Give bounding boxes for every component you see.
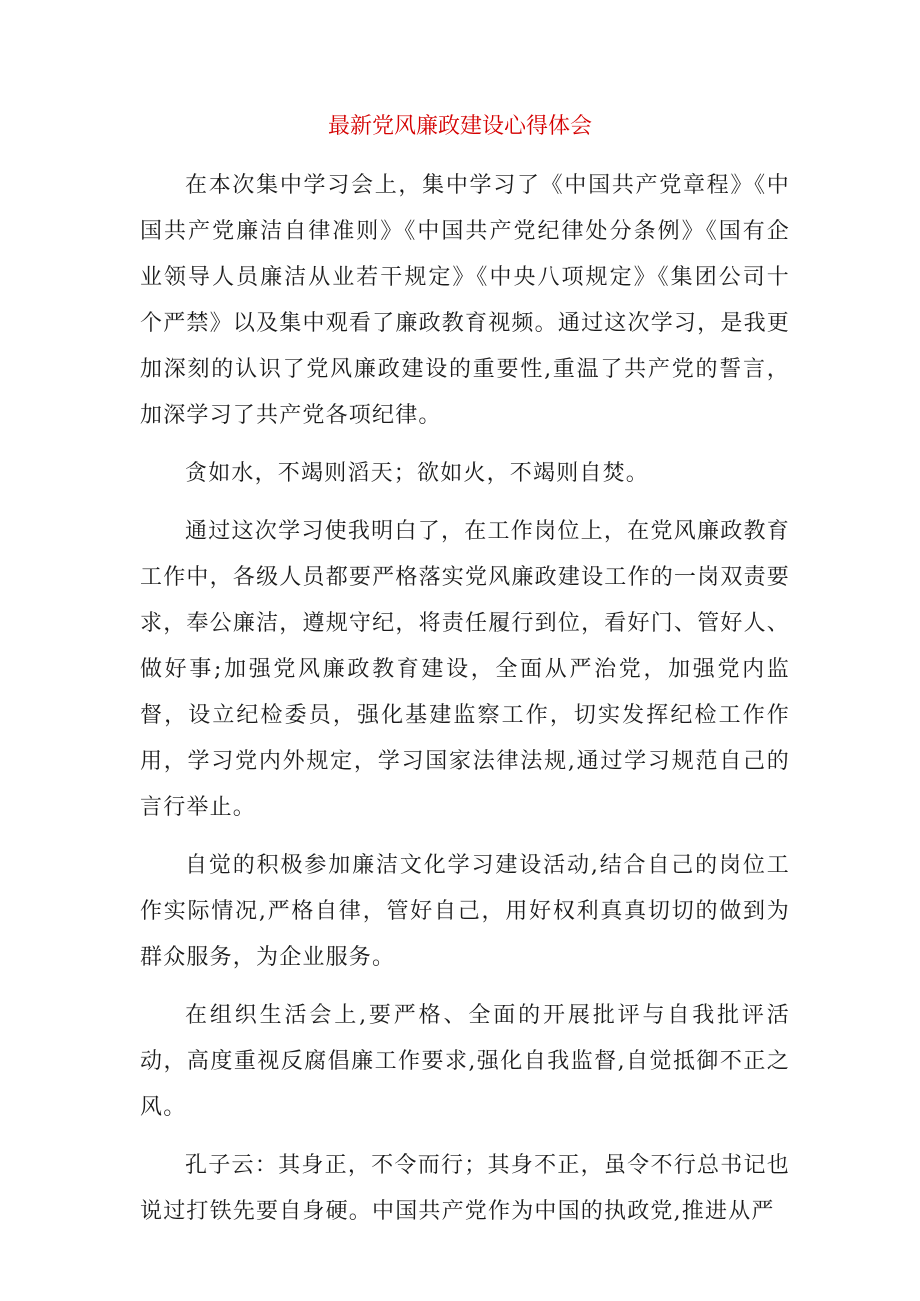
document-title: 最新党风廉政建设心得体会 bbox=[327, 114, 592, 139]
paragraph-6: 孔子云：其身正，不令而行；其身不正，虽令不行总书记也说过打铁先要自身硬。中国共产党作为中国的执政党,推进从严 bbox=[140, 1153, 790, 1224]
paragraph-5: 在组织生活会上,要严格、全面的开展批评与自我批评活动，高度重视反腐倡廉工作要求,强化自我监督,自觉抵御不正之风。 bbox=[140, 1003, 790, 1120]
paragraph-1: 在本次集中学习会上，集中学习了《中国共产党章程》《中国共产党廉洁自律准则》《中国共产党纪律处分条例》《国有企业领导人员廉洁从业若干规定》《中央八项规定》《集团公司十个严禁》以及集中观看了廉政教育视频。通过这次学习，是我更加深刻的认识了党风廉政建设的重要性,重温了共产党的誓言，加深学习了共产党各项纪律。 bbox=[140, 173, 790, 428]
document-body bbox=[140, 163, 790, 1247]
paragraph-2: 贪如水，不竭则滔天；欲如火，不竭则自焚。 bbox=[185, 461, 650, 486]
paragraph-3: 通过这次学习使我明白了，在工作岗位上，在党风廉政教育工作中，各级人员都要严格落实党风廉政建设工作的一岗双责要求，奉公廉洁，遵规守纪，将责任履行到位，看好门、管好人、做好事;加强党风廉政教育建设，全面从严治党，加强党内监督，设立纪检委员，强化基建监察工作，切实发挥纪检工作作用，学习党内外规定，学习国家法律法规,通过学习规范自己的言行举止。 bbox=[140, 519, 790, 820]
paragraph-4: 自觉的积极参加廉洁文化学习建设活动,结合自己的岗位工作实际情况,严格自律，管好自己，用好权利真真切切的做到为群众服务，为企业服务。 bbox=[140, 853, 790, 970]
